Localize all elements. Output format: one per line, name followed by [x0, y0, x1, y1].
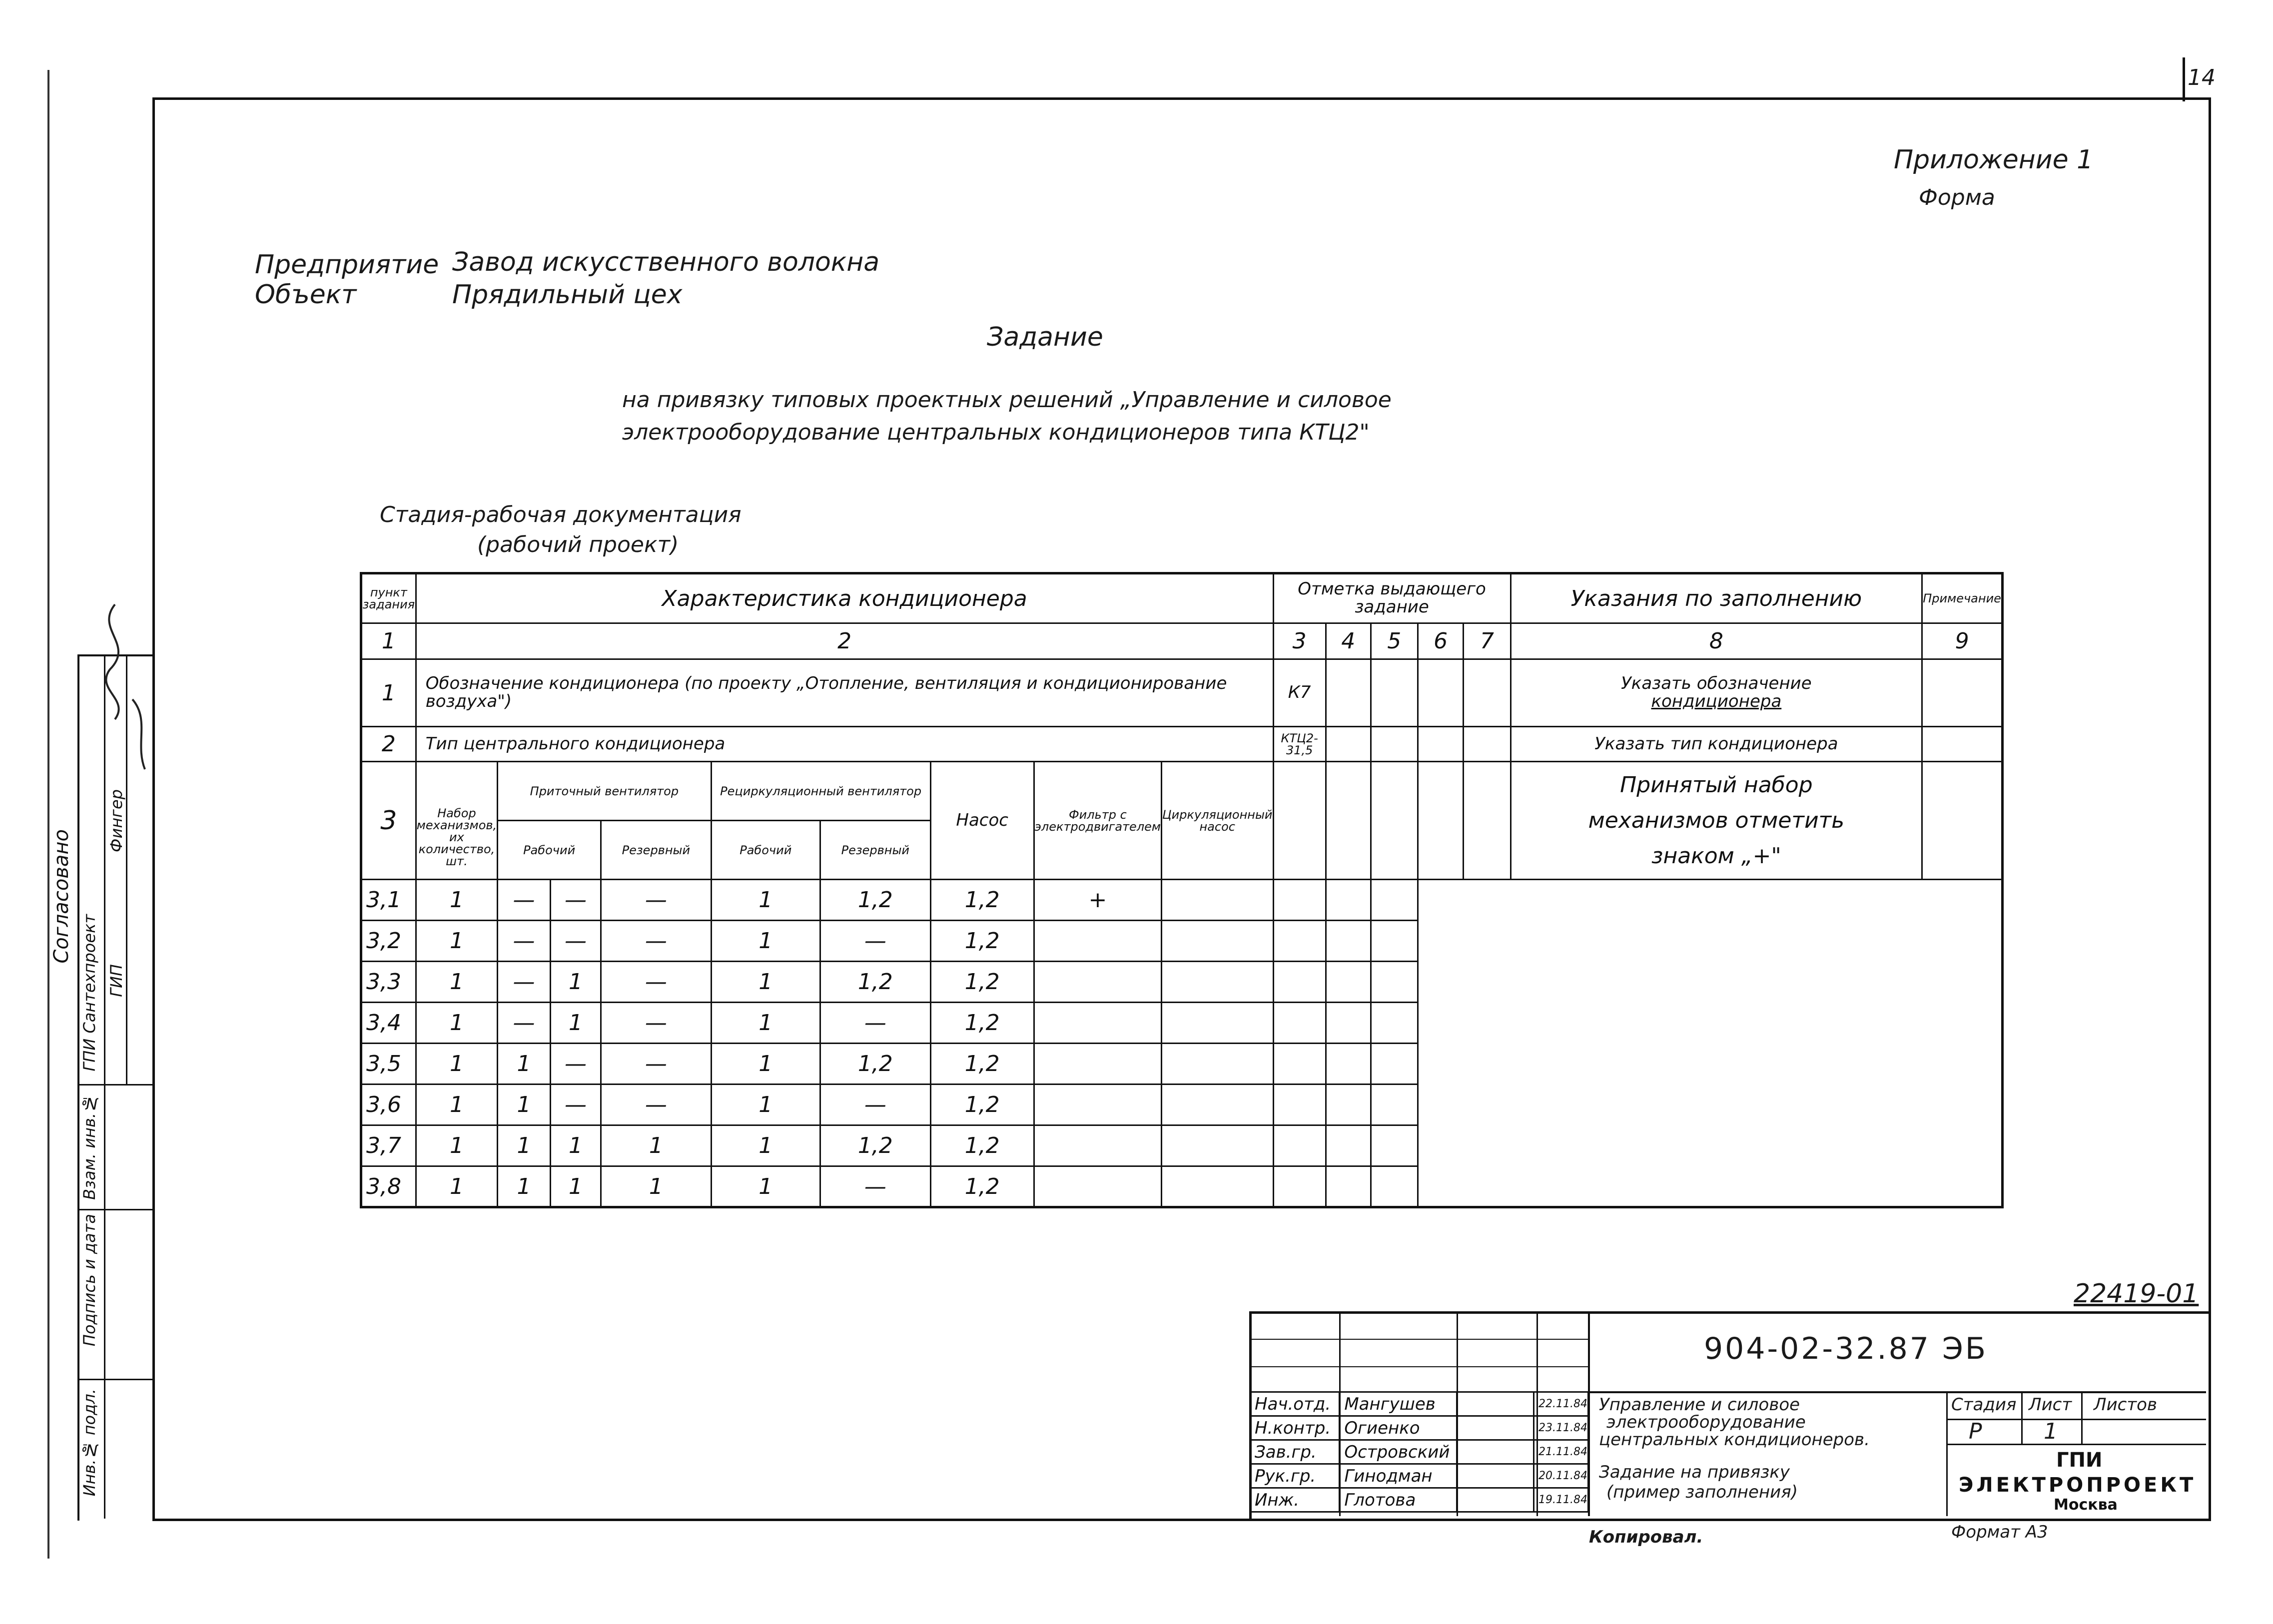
supply-reserve: — — [498, 1003, 551, 1044]
side-stamp-divider — [104, 654, 105, 1519]
supply-reserve: 1 — [498, 1166, 551, 1207]
format-label: Формат А3 — [1951, 1522, 2048, 1542]
recirc-reserve: — — [601, 1044, 711, 1084]
circ-pump-value: 1,2 — [930, 880, 1034, 921]
stamp-divider — [1946, 1419, 2206, 1420]
issuer-mark-empty — [1273, 880, 1326, 921]
stamp-signature — [1457, 1488, 1533, 1512]
doc-subtitle-2: электрооборудование центральных кондиционеров типа КТЦ2" — [622, 420, 1370, 445]
stamp-role: Зав.гр. — [1250, 1440, 1340, 1464]
recirc-working: — — [550, 1044, 601, 1084]
recirc-reserve: — — [601, 880, 711, 921]
doc-title: Задание — [987, 322, 1103, 352]
col-num-3: 3 — [1273, 623, 1326, 659]
issuer-mark-empty — [1162, 1044, 1274, 1084]
head-note: Примечание — [1922, 573, 2003, 623]
table-row — [361, 1084, 2003, 1125]
side-inv-zam: Взам. инв.№ — [80, 1094, 99, 1200]
issuer-mark-empty — [1326, 1125, 1371, 1166]
stamp-org-3: Москва — [2054, 1496, 2118, 1514]
issuer-mark-empty — [1273, 921, 1326, 962]
stamp-divider — [2081, 1391, 2083, 1444]
object-label: Объект — [255, 280, 357, 310]
doc-subtitle-1: на привязку типовых проектных решений „Управление и силовое — [622, 387, 1392, 413]
supply-working-head: Рабочий — [498, 821, 601, 880]
issuer-mark-empty — [1371, 962, 1418, 1003]
supply-fan-head: Приточный вентилятор — [498, 762, 711, 821]
appendix-title: Приложение 1 — [1894, 145, 2094, 175]
stamp-role: Рук.гр. — [1250, 1464, 1340, 1488]
head-instructions: Указания по заполнению — [1511, 573, 1922, 623]
supply-working: 1 — [416, 962, 497, 1003]
pump-count: 1 — [711, 1084, 820, 1125]
issuer-mark-empty — [1371, 1044, 1418, 1084]
issuer-mark-empty — [1326, 880, 1371, 921]
head-issuer-mark: Отметка выдающего задание — [1273, 573, 1511, 623]
row1-instr-line-1: Указать обозначение — [1621, 673, 1812, 694]
recirc-working: — — [550, 880, 601, 921]
stamp-divider — [1249, 1339, 1589, 1340]
filter-value: — — [820, 1084, 930, 1125]
pump-count: 1 — [711, 1044, 820, 1084]
row2-number: 2 — [361, 727, 416, 762]
filter-value: 1,2 — [820, 1125, 930, 1166]
row3-instructions — [1511, 762, 1922, 880]
pump-count: 1 — [711, 880, 820, 921]
page-number: 14 — [2188, 65, 2216, 90]
supply-reserve-head: Резервный — [601, 821, 711, 880]
supply-working: 1 — [416, 1084, 497, 1125]
supply-working: 1 — [416, 1125, 497, 1166]
circ-pump-value: 1,2 — [930, 921, 1034, 962]
supply-reserve: 1 — [498, 1125, 551, 1166]
stamp-name: Островский — [1340, 1440, 1457, 1464]
variant-id: 3,1 — [361, 880, 416, 921]
circ-pump-value: 1,2 — [930, 1084, 1034, 1125]
col-num-4: 4 — [1326, 623, 1371, 659]
supply-reserve: — — [498, 880, 551, 921]
stamp-sheets-head: Листов — [2094, 1395, 2158, 1415]
variant-id: 3,7 — [361, 1125, 416, 1166]
variant-id: 3,2 — [361, 921, 416, 962]
circ-pump-head: Циркуляционный насос — [1162, 762, 1274, 880]
table-row — [361, 1003, 2003, 1044]
issuer-mark-empty — [1273, 962, 1326, 1003]
issuer-mark-empty — [1273, 1125, 1326, 1166]
recirc-reserve: 1 — [601, 1166, 711, 1207]
issuer-mark-empty — [1273, 1166, 1326, 1207]
issuer-mark — [1034, 1166, 1161, 1207]
stamp-people — [1249, 1391, 1589, 1513]
stamp-divider — [1588, 1391, 2206, 1393]
issuer-mark-empty — [1326, 962, 1371, 1003]
supply-working: 1 — [416, 1044, 497, 1084]
stamp-sheet-value: 1 — [2044, 1419, 2058, 1444]
stamp-person-row — [1250, 1464, 1588, 1488]
issuer-mark-empty — [1162, 1125, 1274, 1166]
assignment-table — [360, 572, 2004, 1208]
issuer-mark-empty — [1162, 921, 1274, 962]
col-num-6: 6 — [1418, 623, 1464, 659]
copied-by: Копировал. — [1589, 1527, 1703, 1547]
filter-value: — — [820, 1003, 930, 1044]
stamp-name: Мангушев — [1340, 1392, 1457, 1416]
stamp-date: 21.11.84 — [1534, 1440, 1588, 1464]
issuer-mark-empty — [1326, 1003, 1371, 1044]
side-gpi: ГПИ Сантехпроект — [80, 914, 99, 1072]
recirc-reserve: — — [601, 1003, 711, 1044]
circ-pump-value: 1,2 — [930, 962, 1034, 1003]
enterprise-value: Завод искусственного волокна — [452, 247, 880, 277]
stamp-role: Н.контр. — [1250, 1416, 1340, 1440]
issuer-mark-empty — [1162, 880, 1274, 921]
archive-number: 22419-01 — [2074, 1279, 2199, 1309]
side-stamp-divider — [77, 1209, 152, 1210]
stamp-divider — [1946, 1444, 2206, 1445]
pump-count: 1 — [711, 1125, 820, 1166]
stamp-date: 22.11.84 — [1534, 1392, 1588, 1416]
row2-text: Тип центрального кондиционера — [416, 727, 1273, 762]
recirc-reserve: — — [601, 1084, 711, 1125]
side-signature-image — [85, 589, 155, 779]
row3-set-label: Набор механизмов, их количество, шт. — [416, 762, 497, 880]
col-num-9: 9 — [1922, 623, 2003, 659]
stamp-date: 20.11.84 — [1534, 1464, 1588, 1488]
table-row — [361, 1125, 2003, 1166]
supply-reserve: 1 — [498, 1044, 551, 1084]
stamp-name: Гинодман — [1340, 1464, 1457, 1488]
issuer-mark — [1034, 962, 1161, 1003]
stamp-title-4: Задание на привязку — [1599, 1462, 1790, 1482]
filter-value: 1,2 — [820, 962, 930, 1003]
stamp-title-2: электрооборудование — [1606, 1412, 1806, 1432]
issuer-mark-empty — [1371, 1125, 1418, 1166]
table-row — [361, 921, 2003, 962]
supply-working: 1 — [416, 921, 497, 962]
recirc-working: — — [550, 1084, 601, 1125]
issuer-mark-empty — [1273, 1044, 1326, 1084]
issuer-mark-empty — [1326, 1044, 1371, 1084]
recirc-reserve-head: Резервный — [820, 821, 930, 880]
appendix-form: Форма — [1919, 185, 1995, 210]
stamp-org-2: ЭЛЕКТРОПРОЕКТ — [1959, 1474, 2197, 1497]
col-num-2: 2 — [416, 623, 1273, 659]
issuer-mark-empty — [1371, 921, 1418, 962]
row1-text: Обозначение кондиционера (по проекту „Отопление, вентиляция и кондиционирование воздуха") — [416, 659, 1273, 727]
recirc-working: — — [550, 921, 601, 962]
head-characteristic: Характеристика кондиционера — [416, 573, 1273, 623]
recirc-working-head: Рабочий — [711, 821, 820, 880]
circ-pump-value: 1,2 — [930, 1166, 1034, 1207]
circ-pump-value: 1,2 — [930, 1044, 1034, 1084]
table-row — [361, 1044, 2003, 1084]
pump-count: 1 — [711, 1003, 820, 1044]
col-num-5: 5 — [1371, 623, 1418, 659]
side-stamp-divider — [77, 1084, 152, 1085]
row3-instr-line-3: знаком „+" — [1651, 843, 1781, 869]
filter-head: Фильтр с электродвигателем — [1034, 762, 1161, 880]
table-row — [361, 727, 2003, 762]
table-row — [361, 880, 2003, 921]
stamp-title-1: Управление и силовое — [1599, 1395, 1800, 1415]
pump-count: 1 — [711, 962, 820, 1003]
supply-working: 1 — [416, 1166, 497, 1207]
circ-pump-value: 1,2 — [930, 1125, 1034, 1166]
issuer-mark-empty — [1371, 1084, 1418, 1125]
variant-id: 3,8 — [361, 1166, 416, 1207]
row3-instr-line-1: Принятый набор — [1620, 772, 1813, 798]
recirc-working: 1 — [550, 1125, 601, 1166]
stamp-stage-value: Р — [1969, 1419, 1982, 1444]
supply-working: 1 — [416, 1003, 497, 1044]
supply-working: 1 — [416, 880, 497, 921]
stamp-person-row — [1250, 1392, 1588, 1416]
stamp-divider — [1249, 1366, 1589, 1367]
table-row — [361, 659, 2003, 727]
row3-instr-line-2: механизмов отметить — [1588, 808, 1845, 833]
variant-id: 3,4 — [361, 1003, 416, 1044]
variant-id: 3,6 — [361, 1084, 416, 1125]
issuer-mark — [1034, 1044, 1161, 1084]
stamp-title-5: (пример заполнения) — [1606, 1482, 1798, 1502]
stamp-person-row — [1250, 1440, 1588, 1464]
issuer-mark-empty — [1326, 1084, 1371, 1125]
variant-id: 3,3 — [361, 962, 416, 1003]
stamp-divider — [2021, 1391, 2023, 1444]
filter-value: 1,2 — [820, 1044, 930, 1084]
issuer-mark-empty — [1371, 1166, 1418, 1207]
row1-mark: К7 — [1273, 659, 1326, 727]
stamp-org-1: ГПИ — [2056, 1449, 2103, 1472]
issuer-mark-empty — [1162, 962, 1274, 1003]
issuer-mark-empty — [1162, 1084, 1274, 1125]
table-row — [361, 962, 2003, 1003]
supply-reserve: — — [498, 962, 551, 1003]
stamp-date: 23.11.84 — [1534, 1416, 1588, 1440]
recirc-working: 1 — [550, 1166, 601, 1207]
issuer-mark-empty — [1273, 1003, 1326, 1044]
row3-number: 3 — [361, 762, 416, 880]
recirc-reserve: 1 — [601, 1125, 711, 1166]
issuer-mark — [1034, 921, 1161, 962]
issuer-mark — [1034, 1084, 1161, 1125]
issuer-mark — [1034, 1003, 1161, 1044]
stamp-person-row — [1250, 1488, 1588, 1512]
row2-mark: КТЦ2-31,5 — [1273, 727, 1326, 762]
side-stamp-divider — [77, 1379, 152, 1380]
stamp-signature — [1457, 1392, 1533, 1416]
filter-value: 1,2 — [820, 880, 930, 921]
pump-head: Насос — [930, 762, 1034, 880]
supply-reserve: 1 — [498, 1084, 551, 1125]
stamp-role: Инж. — [1250, 1488, 1340, 1512]
stamp-role: Нач.отд. — [1250, 1392, 1340, 1416]
row2-instructions: Указать тип кондиционера — [1511, 727, 1922, 762]
head-item-no: пункт задания — [361, 573, 416, 623]
filter-value: — — [820, 921, 930, 962]
row1-instructions — [1511, 659, 1922, 727]
margin-line — [47, 70, 49, 1559]
recirc-fan-head: Рециркуляционный вентилятор — [711, 762, 930, 821]
issuer-mark-empty — [1326, 1166, 1371, 1207]
issuer-mark — [1034, 1125, 1161, 1166]
recirc-working: 1 — [550, 1003, 601, 1044]
supply-reserve: — — [498, 921, 551, 962]
stamp-name: Огиенко — [1340, 1416, 1457, 1440]
recirc-reserve: — — [601, 962, 711, 1003]
col-num-7: 7 — [1464, 623, 1511, 659]
pump-count: 1 — [711, 1166, 820, 1207]
circ-pump-value: 1,2 — [930, 1003, 1034, 1044]
row1-number: 1 — [361, 659, 416, 727]
side-agreed: Согласовано — [50, 829, 73, 964]
stamp-signature — [1457, 1440, 1533, 1464]
stamp-signature — [1457, 1416, 1533, 1440]
issuer-mark-empty — [1162, 1003, 1274, 1044]
stamp-title-3: центральных кондиционеров. — [1599, 1430, 1870, 1450]
issuer-mark-empty — [1162, 1166, 1274, 1207]
recirc-reserve: — — [601, 921, 711, 962]
side-gip: ГИП — [107, 964, 126, 997]
issuer-mark-empty — [1371, 880, 1418, 921]
stamp-stage-head: Стадия — [1951, 1395, 2017, 1415]
side-inv-orig: Инв.№ подл. — [80, 1389, 99, 1497]
stamp-code: 904-02-32.87 ЭБ — [1704, 1331, 1988, 1366]
stamp-sheet-head: Лист — [2029, 1395, 2072, 1415]
stage-line-2: (рабочий проект) — [477, 532, 679, 557]
stamp-person-row — [1250, 1416, 1588, 1440]
col-num-1: 1 — [361, 623, 416, 659]
stamp-signature — [1457, 1464, 1533, 1488]
stage-line-1: Стадия-рабочая документация — [380, 502, 742, 528]
object-value: Прядильный цех — [452, 280, 683, 310]
variant-id: 3,5 — [361, 1044, 416, 1084]
table-row — [361, 1166, 2003, 1207]
recirc-working: 1 — [550, 962, 601, 1003]
stamp-divider — [1946, 1391, 1948, 1516]
issuer-mark: + — [1034, 880, 1161, 921]
issuer-mark-empty — [1371, 1003, 1418, 1044]
enterprise-label: Предприятие — [255, 250, 439, 280]
pump-count: 1 — [711, 921, 820, 962]
row1-instr-line-2: кондиционера — [1651, 691, 1782, 711]
stamp-name: Глотова — [1340, 1488, 1457, 1512]
col-num-8: 8 — [1511, 623, 1922, 659]
stamp-date: 19.11.84 — [1534, 1488, 1588, 1512]
issuer-mark-empty — [1326, 921, 1371, 962]
filter-value: — — [820, 1166, 930, 1207]
issuer-mark-empty — [1273, 1084, 1326, 1125]
side-sign-date: Подпись и дата — [80, 1214, 99, 1347]
side-finger: Фингер — [107, 789, 126, 853]
